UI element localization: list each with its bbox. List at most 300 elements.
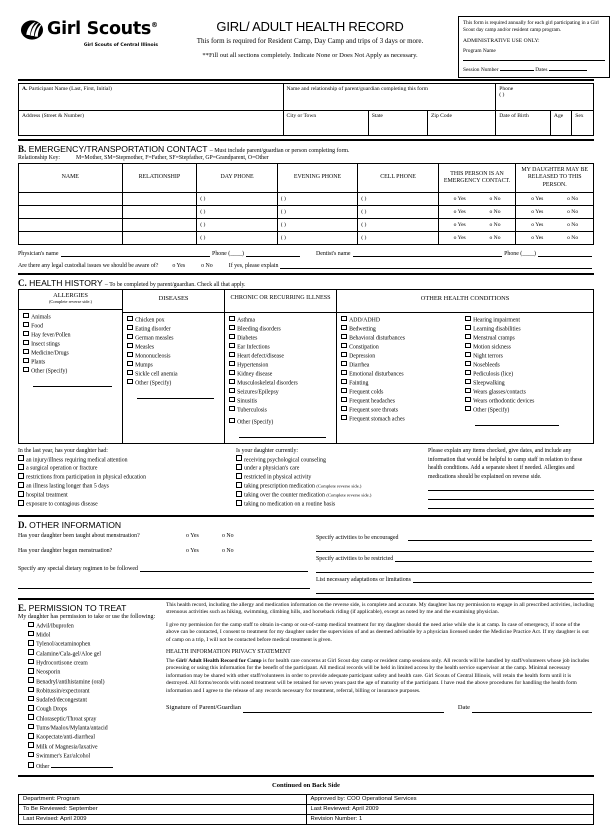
checkbox-icon[interactable]: [28, 668, 34, 674]
checkbox-item[interactable]: [28, 733, 160, 742]
checkbox-icon[interactable]: [18, 500, 24, 506]
checkbox-icon[interactable]: [465, 352, 471, 358]
checkbox-item[interactable]: [28, 678, 160, 687]
revision-number-cell: Revision Number: 1: [306, 814, 594, 824]
checkbox-item[interactable]: [23, 358, 118, 367]
evening-phone-input[interactable]: ( ): [277, 193, 358, 206]
evening-phone-input[interactable]: ( ): [277, 219, 358, 232]
section-e-label: E.: [18, 602, 27, 613]
checkbox-item[interactable]: [341, 343, 465, 352]
checkbox-icon[interactable]: [465, 370, 471, 376]
checkbox-icon[interactable]: [127, 379, 133, 385]
checkbox-item[interactable]: [28, 687, 160, 696]
explain-input-line[interactable]: [428, 501, 594, 509]
checkbox-item[interactable]: [23, 313, 118, 322]
checkbox-icon[interactable]: [23, 358, 29, 364]
checkbox-icon[interactable]: [23, 331, 29, 337]
other-conditions-other-input[interactable]: [475, 419, 559, 426]
checkbox-icon[interactable]: [28, 649, 34, 655]
checkbox-item[interactable]: [465, 370, 589, 379]
encouraged-input-line[interactable]: [316, 544, 594, 552]
checkbox-label: Insect stings: [31, 341, 60, 348]
name-input[interactable]: [19, 219, 123, 232]
checkbox-icon[interactable]: [229, 334, 235, 340]
checkbox-icon[interactable]: [127, 352, 133, 358]
name-input[interactable]: [19, 193, 123, 206]
checkbox-label: Mumps: [135, 362, 153, 369]
release-choice[interactable]: [516, 193, 594, 206]
checkbox-icon[interactable]: [465, 397, 471, 403]
radio-no[interactable]: o No: [567, 222, 579, 228]
signature-input[interactable]: [243, 705, 444, 713]
checkbox-icon[interactable]: [28, 677, 34, 683]
checkbox-icon[interactable]: [28, 742, 34, 748]
checkbox-icon[interactable]: [229, 352, 235, 358]
checkbox-item[interactable]: [28, 743, 160, 752]
checkbox-item[interactable]: [127, 316, 220, 325]
address-cell[interactable]: [19, 111, 284, 136]
zip-cell[interactable]: [427, 111, 495, 135]
checkbox-item[interactable]: [229, 397, 332, 406]
dob-cell[interactable]: [496, 111, 550, 135]
checkbox-icon[interactable]: [236, 482, 242, 488]
checkbox-icon[interactable]: [341, 334, 347, 340]
checkbox-item[interactable]: [18, 482, 236, 491]
checkbox-item[interactable]: [465, 325, 589, 334]
checkbox-label: Cough Drops: [36, 707, 68, 714]
checkbox-icon[interactable]: [28, 696, 34, 702]
checkbox-item-other[interactable]: [28, 761, 160, 772]
checkbox-item[interactable]: [341, 325, 465, 334]
explain-input-line[interactable]: [428, 492, 594, 500]
radio-yes[interactable]: o Yes: [531, 209, 544, 215]
checkbox-item[interactable]: [18, 464, 236, 473]
permission-to-treat-column: [18, 602, 160, 772]
evening-phone-input[interactable]: ( ): [277, 206, 358, 219]
checkbox-label: Emotional disturbances: [349, 371, 404, 378]
checkbox-item[interactable]: [229, 316, 332, 325]
adaptations-label: List necessary adaptations or limitations: [316, 576, 411, 583]
other-conditions-lists: [337, 313, 593, 431]
checkbox-item[interactable]: [23, 349, 118, 358]
radio-no[interactable]: o No: [567, 235, 579, 241]
checkbox-icon[interactable]: [236, 473, 242, 479]
last-year-heading: In the last year, has your daughter had:: [18, 447, 108, 454]
checkbox-item[interactable]: [28, 752, 160, 761]
adaptations-input[interactable]: [413, 575, 592, 583]
checkbox-item[interactable]: [127, 343, 220, 352]
checkbox-item[interactable]: [28, 715, 160, 724]
col-emergency-contact: THIS PERSON IS AN EMERGENCY CONTACT.: [438, 164, 516, 193]
checkbox-item[interactable]: [28, 631, 160, 640]
page-title: GIRL/ ADULT HEALTH RECORD: [216, 19, 404, 34]
checkbox-item[interactable]: [127, 334, 220, 343]
checkbox-item[interactable]: [341, 316, 465, 325]
day-phone-input[interactable]: ( ): [197, 206, 278, 219]
checkbox-icon[interactable]: [28, 752, 34, 758]
day-phone-input[interactable]: ( ): [197, 219, 278, 232]
checkbox-item[interactable]: [229, 406, 332, 415]
checkbox-icon[interactable]: [465, 406, 471, 412]
continued-notice: Continued on Back Side: [272, 781, 340, 789]
day-phone-input[interactable]: ( ): [197, 232, 278, 245]
checkbox-item[interactable]: [229, 388, 332, 397]
checkbox-item[interactable]: [23, 340, 118, 349]
checkbox-item[interactable]: [127, 325, 220, 334]
radio-no[interactable]: o No: [567, 209, 579, 215]
allergies-other-input[interactable]: [33, 380, 112, 387]
checkbox-icon[interactable]: [465, 361, 471, 367]
checkbox-icon[interactable]: [341, 370, 347, 376]
dietary-input-line[interactable]: [18, 581, 310, 589]
checkbox-label: exposure to contagious disease: [26, 502, 98, 509]
allergies-title-text: ALLERGIES: [53, 292, 88, 299]
checkbox-item[interactable]: [127, 352, 220, 361]
checkbox-item[interactable]: [236, 456, 424, 465]
checkbox-item[interactable]: [341, 397, 465, 406]
table-row: [19, 111, 594, 136]
custody-explain-input[interactable]: [280, 261, 592, 269]
radio-no[interactable]: o No: [489, 196, 501, 202]
checkbox-item[interactable]: [465, 316, 589, 325]
explain-instructions: Please explain any items checked, give dates, and include any information that would be helpful to camp staff in relation to these health conditions. Add a separate sheet if needed. Allergies and medications should be explained on reverse side.: [428, 447, 583, 480]
checkbox-label: under a physician's care: [244, 466, 300, 473]
menstruation-taught-no[interactable]: o No: [222, 532, 234, 539]
checkbox-item[interactable]: [341, 361, 465, 370]
checkbox-icon[interactable]: [23, 367, 29, 373]
radio-no[interactable]: o No: [489, 222, 501, 228]
section-a-label: A.: [22, 86, 28, 92]
checkbox-icon[interactable]: [341, 316, 347, 322]
checkbox-icon[interactable]: [465, 334, 471, 340]
relationship-key-label: Relationship Key:: [18, 155, 61, 161]
other-conditions-column: [337, 290, 593, 443]
checkbox-icon[interactable]: [341, 388, 347, 394]
checkbox-icon[interactable]: [28, 714, 34, 720]
checkbox-icon[interactable]: [341, 343, 347, 349]
custody-radio-no[interactable]: o No: [201, 263, 213, 269]
participant-name-cell[interactable]: [19, 84, 284, 111]
cell-phone-input[interactable]: ( ): [358, 193, 439, 206]
section-c-divider: [18, 515, 594, 517]
evening-phone-input[interactable]: ( ): [277, 232, 358, 245]
dob-age-sex-group: [496, 111, 594, 136]
checkbox-item[interactable]: [236, 500, 424, 509]
relationship-input[interactable]: [122, 219, 197, 232]
checkbox-label: Sudafed/decongestant: [36, 697, 87, 704]
checkbox-icon[interactable]: [465, 388, 471, 394]
radio-yes[interactable]: o Yes: [453, 235, 466, 241]
checkbox-item[interactable]: [341, 352, 465, 361]
checkbox-item[interactable]: [465, 397, 589, 406]
checkbox-label: Plants: [31, 359, 46, 366]
checkbox-item[interactable]: [229, 370, 332, 379]
checkbox-item[interactable]: [18, 456, 236, 465]
allergies-title: [19, 290, 122, 310]
dietary-input[interactable]: [140, 564, 308, 572]
checkbox-item[interactable]: [23, 322, 118, 331]
checkbox-item[interactable]: [229, 352, 332, 361]
checkbox-icon[interactable]: [18, 482, 24, 488]
parent-info-cell[interactable]: [283, 84, 496, 111]
col-evening-phone: EVENING PHONE: [277, 164, 358, 193]
allergies-subtitle: (Complete reverse side.): [48, 299, 93, 305]
dates-input[interactable]: [549, 64, 587, 71]
emergency-contact-choice[interactable]: [438, 219, 516, 232]
signature-row: [166, 704, 594, 713]
checkbox-icon[interactable]: [236, 464, 242, 470]
checkbox-item[interactable]: [465, 379, 589, 388]
session-number-input[interactable]: [500, 64, 534, 71]
checkbox-item[interactable]: [229, 343, 332, 352]
section-b-title: EMERGENCY/TRANSPORTATION CONTACT: [28, 143, 208, 154]
checkbox-icon[interactable]: [229, 388, 235, 394]
checkbox-item[interactable]: [465, 343, 589, 352]
col-day-phone: DAY PHONE: [197, 164, 278, 193]
checkbox-label: taking no medication on a routine basis: [244, 502, 336, 509]
checkbox-label: ADD/ADHD: [349, 317, 381, 324]
checkbox-item[interactable]: [18, 473, 236, 482]
checkbox-icon[interactable]: [18, 455, 24, 461]
radio-yes[interactable]: o Yes: [531, 196, 544, 202]
checkbox-item[interactable]: [28, 724, 160, 733]
checkbox-item[interactable]: [465, 388, 589, 397]
checkbox-item[interactable]: [23, 367, 118, 376]
dentist-phone-input[interactable]: [538, 249, 592, 257]
physician-phone-input[interactable]: [246, 249, 300, 257]
checkbox-icon[interactable]: [28, 733, 34, 739]
phone-cell[interactable]: [496, 84, 594, 111]
checkbox-label: Milk of Magnesia/laxative: [36, 744, 98, 751]
section-b-divider: [18, 273, 594, 275]
radio-no[interactable]: o No: [489, 209, 501, 215]
checkbox-icon[interactable]: [127, 361, 133, 367]
checkbox-item[interactable]: [229, 334, 332, 343]
checkbox-icon[interactable]: [127, 334, 133, 340]
date-input[interactable]: [472, 705, 592, 713]
encouraged-input[interactable]: [408, 533, 592, 541]
checkbox-item[interactable]: [127, 361, 220, 370]
checkbox-icon[interactable]: [28, 705, 34, 711]
checkbox-icon[interactable]: [127, 370, 133, 376]
checkbox-icon[interactable]: [341, 361, 347, 367]
checkbox-icon[interactable]: [229, 361, 235, 367]
checkbox-item[interactable]: [341, 379, 465, 388]
menstruation-taught-yes[interactable]: o Yes: [186, 532, 199, 539]
checkbox-icon[interactable]: [341, 406, 347, 412]
release-choice[interactable]: [516, 206, 594, 219]
state-label: State: [371, 113, 383, 119]
release-choice[interactable]: [516, 219, 594, 232]
privacy-form-name: Girl/ Adult Health Record for Camp: [175, 657, 262, 664]
chronic-list: [225, 313, 336, 443]
checkbox-icon[interactable]: [229, 316, 235, 322]
radio-no[interactable]: o No: [567, 196, 579, 202]
checkbox-icon[interactable]: [341, 415, 347, 421]
checkbox-icon[interactable]: [127, 325, 133, 331]
checkbox-icon[interactable]: [28, 724, 34, 730]
name-input[interactable]: [19, 232, 123, 245]
checkbox-item[interactable]: [236, 491, 424, 500]
chronic-other-input[interactable]: [239, 431, 326, 438]
cell-phone-input[interactable]: ( ): [358, 219, 439, 232]
checkbox-item[interactable]: [28, 696, 160, 705]
logo-wordmark: [47, 21, 158, 39]
release-choice[interactable]: [516, 232, 594, 245]
phone-label: Phone: [499, 86, 514, 92]
restricted-input[interactable]: [395, 554, 592, 562]
checkbox-item[interactable]: [18, 491, 236, 500]
checkbox-label: Kaopectate/anti-diarrheal: [36, 734, 95, 741]
emergency-contact-choice[interactable]: [438, 206, 516, 219]
checkbox-icon[interactable]: [127, 343, 133, 349]
relationship-input[interactable]: [122, 232, 197, 245]
age-cell[interactable]: [550, 111, 571, 135]
checkbox-icon[interactable]: [465, 325, 471, 331]
checkbox-icon[interactable]: [236, 500, 242, 506]
checkbox-icon[interactable]: [229, 370, 235, 376]
checkbox-item[interactable]: [18, 500, 236, 509]
checkbox-item[interactable]: [341, 388, 465, 397]
checkbox-label: Bleeding disorders: [237, 326, 281, 333]
relationship-input[interactable]: [122, 193, 197, 206]
radio-yes[interactable]: o Yes: [531, 222, 544, 228]
checkbox-item[interactable]: [465, 406, 589, 415]
checkbox-icon[interactable]: [229, 406, 235, 412]
state-cell[interactable]: [368, 111, 427, 135]
program-name-label: Program Name: [463, 48, 496, 55]
checkbox-item[interactable]: [465, 361, 589, 370]
sex-cell[interactable]: [572, 111, 593, 135]
checkbox-item[interactable]: [341, 415, 465, 424]
emergency-contact-choice[interactable]: [438, 232, 516, 245]
checkbox-icon[interactable]: [341, 397, 347, 403]
checkbox-icon[interactable]: [23, 340, 29, 346]
checkbox-item[interactable]: [341, 406, 465, 415]
menstruation-begun-no[interactable]: o No: [222, 547, 234, 554]
checkbox-item[interactable]: [127, 379, 220, 388]
checkbox-item[interactable]: [28, 668, 160, 677]
checkbox-label: Swimmer's Ear/alcohol: [36, 753, 91, 760]
checkbox-item[interactable]: [28, 640, 160, 649]
checkbox-icon[interactable]: [341, 352, 347, 358]
dentist-phone-label: Phone (____): [504, 251, 537, 257]
sex-label: Sex: [575, 113, 584, 119]
radio-yes[interactable]: o Yes: [531, 235, 544, 241]
checkbox-item[interactable]: [127, 370, 220, 379]
city-cell[interactable]: [284, 111, 369, 135]
restricted-input-line[interactable]: [316, 565, 594, 573]
cell-phone-input[interactable]: ( ): [358, 206, 439, 219]
section-d-label: D.: [18, 519, 27, 530]
checkbox-icon[interactable]: [23, 313, 29, 319]
checkbox-icon[interactable]: [465, 316, 471, 322]
custody-radio-yes[interactable]: o Yes: [172, 263, 186, 269]
checkbox-icon[interactable]: [28, 762, 34, 768]
checkbox-label: Diabetes: [237, 335, 258, 342]
checkbox-label: Eating disorder: [135, 326, 171, 333]
checkbox-icon[interactable]: [229, 418, 235, 424]
checkbox-icon[interactable]: [28, 687, 34, 693]
checkbox-icon[interactable]: [18, 464, 24, 470]
cell-phone-input[interactable]: ( ): [358, 232, 439, 245]
other-medication-input[interactable]: [51, 761, 113, 768]
checkbox-icon[interactable]: [341, 325, 347, 331]
checkbox-icon[interactable]: [28, 622, 34, 628]
checkbox-item[interactable]: [236, 482, 424, 491]
section-c-note: – To be completed by parent/guardian. Check all that apply.: [104, 281, 246, 288]
checkbox-item[interactable]: [229, 325, 332, 334]
checkbox-icon[interactable]: [28, 631, 34, 637]
checkbox-icon[interactable]: [18, 473, 24, 479]
menstruation-begun-yes[interactable]: o Yes: [186, 547, 199, 554]
checkbox-item[interactable]: [465, 334, 589, 343]
checkbox-item[interactable]: [465, 352, 589, 361]
checkbox-icon[interactable]: [229, 397, 235, 403]
radio-yes[interactable]: o Yes: [453, 209, 466, 215]
checkbox-icon[interactable]: [28, 640, 34, 646]
diseases-other-input[interactable]: [137, 392, 214, 399]
radio-yes[interactable]: o Yes: [453, 196, 466, 202]
checkbox-icon[interactable]: [127, 316, 133, 322]
checkbox-icon[interactable]: [341, 379, 347, 385]
checkbox-item[interactable]: [28, 659, 160, 668]
explain-input-line[interactable]: [428, 483, 594, 491]
name-input[interactable]: [19, 206, 123, 219]
dentist-name-input[interactable]: [353, 249, 503, 257]
checkbox-item[interactable]: [229, 361, 332, 370]
radio-no[interactable]: o No: [489, 235, 501, 241]
checkbox-icon[interactable]: [236, 491, 242, 497]
age-label: Age: [553, 113, 564, 119]
physician-name-input[interactable]: [61, 249, 211, 257]
emergency-contact-choice[interactable]: [438, 193, 516, 206]
section-d-title: OTHER INFORMATION: [29, 519, 122, 530]
section-a-table: [18, 83, 594, 136]
checkbox-icon[interactable]: [18, 491, 24, 497]
checkbox-item[interactable]: [28, 705, 160, 714]
checkbox-icon[interactable]: [465, 379, 471, 385]
checkbox-item[interactable]: [28, 622, 160, 631]
checkbox-icon[interactable]: [229, 343, 235, 349]
checkbox-icon[interactable]: [23, 349, 29, 355]
checkbox-icon[interactable]: [28, 659, 34, 665]
checkbox-item[interactable]: [229, 379, 332, 388]
relationship-input[interactable]: [122, 206, 197, 219]
program-name-input[interactable]: [463, 55, 605, 61]
checkbox-label: restricted in physical activity: [244, 475, 312, 482]
checkbox-item[interactable]: [28, 650, 160, 659]
checkbox-item[interactable]: [236, 473, 424, 482]
trefoil-logo-icon: [20, 18, 44, 42]
checkbox-item[interactable]: [23, 331, 118, 340]
checkbox-item[interactable]: [236, 464, 424, 473]
section-c-bottom: [18, 447, 594, 513]
radio-yes[interactable]: o Yes: [453, 222, 466, 228]
checkbox-icon[interactable]: [229, 379, 235, 385]
checkbox-icon[interactable]: [23, 322, 29, 328]
checkbox-icon[interactable]: [465, 343, 471, 349]
adaptations-input-line[interactable]: [316, 586, 594, 594]
checkbox-icon[interactable]: [229, 325, 235, 331]
checkbox-item[interactable]: [229, 418, 332, 427]
checkbox-item[interactable]: [341, 370, 465, 379]
checkbox-icon[interactable]: [236, 455, 242, 461]
privacy-rest: is for health care concerns at Girl Scout day camp or resident camp sessions only. All records will be handled by staff/volunteers whose job includes processing or using this information for the benefit of the participant. All medical records will be held in limited access by the health service supervisor at the camp. Minimal necessary information may be shared with other staff/volunteers in order to provide adequate participant safety and health care. Girl Scouts of Central Illinois, will retain the health form until it is destroyed. All forms/records with noted treatment will be retained for seven years past the age of maturity of the participant. I have read the above procedures for handling the health form information and I agree to the release of any records necessary for treatment, referral, billing or insurance purposes.: [166, 657, 590, 694]
dietary-row: [18, 564, 310, 572]
day-phone-input[interactable]: ( ): [197, 193, 278, 206]
checkbox-item[interactable]: [341, 334, 465, 343]
